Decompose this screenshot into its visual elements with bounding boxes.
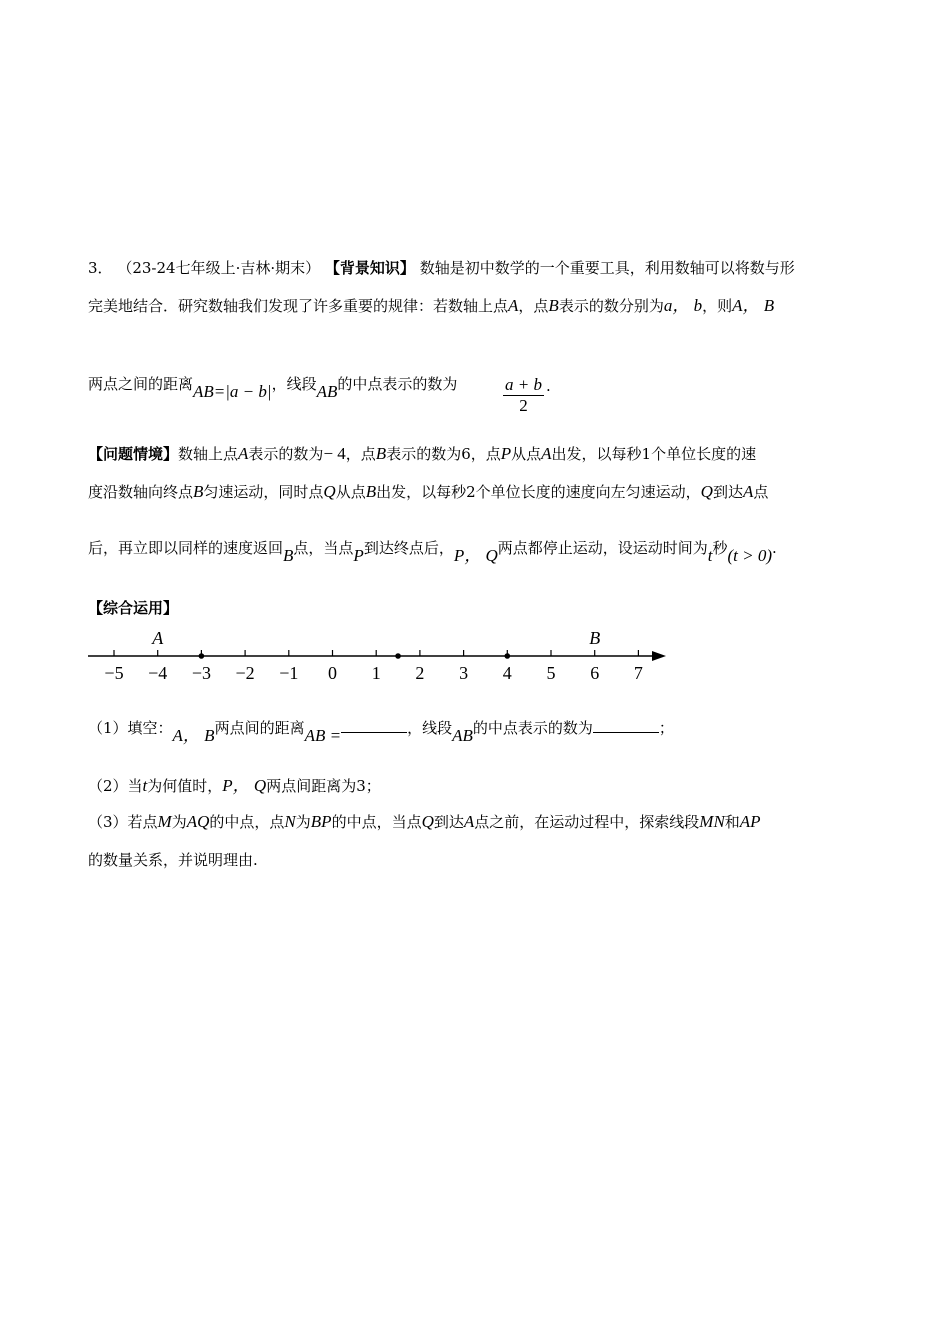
answer-blank-distance[interactable] — [341, 718, 407, 733]
var-A: A — [508, 296, 519, 315]
condition-t-positive: (t > 0) — [727, 546, 773, 565]
question-3-line-2 — [88, 850, 258, 870]
application-title: 【综合运用】 — [88, 599, 179, 617]
text-fragment: 的中点，当点 — [331, 813, 422, 831]
text-fragment: ，则 — [702, 297, 733, 315]
var-A: A — [742, 482, 754, 501]
segment-AQ: AQ — [186, 812, 210, 831]
text-fragment: 数轴上点 — [178, 445, 239, 463]
text-fragment: 到达 — [712, 483, 743, 501]
var-A-B: A， B — [172, 726, 215, 745]
text-fragment: ； — [658, 719, 674, 737]
var-P-Q: P， Q — [453, 546, 498, 565]
tick-label: 3 — [459, 663, 469, 683]
background-title: 【背景知识】 — [324, 259, 415, 277]
text-fragment: 两点都停止运动，设运动时间为 — [497, 539, 708, 557]
text-fragment: 度沿数轴向终点 — [88, 483, 194, 501]
background-line-2 — [88, 296, 774, 316]
var-A: A — [463, 812, 475, 831]
question-1 — [88, 718, 674, 745]
tick-label: −2 — [235, 663, 255, 683]
tick-label: −4 — [148, 663, 168, 683]
text-fragment: 的中点表示的数为 — [337, 375, 458, 393]
segment-MN: MN — [699, 812, 725, 831]
text-fragment: 点之前，在运动过程中，探索线段 — [474, 813, 700, 831]
tick-label: 2 — [415, 663, 425, 683]
question-2 — [88, 776, 381, 796]
var-B: B — [375, 444, 387, 463]
var-B: B — [193, 482, 204, 501]
text-fragment: 出发，以每秒2个单位长度的速度向左匀速运动， — [376, 483, 701, 501]
text-fragment: 的中点表示的数为 — [472, 719, 593, 737]
tick-label: 0 — [328, 663, 337, 683]
background-text: 数轴是初中数学的一个重要工具，利用数轴可以将数与形 — [419, 259, 795, 277]
fraction-denominator: 2 — [519, 396, 528, 415]
var-A: A — [238, 444, 249, 463]
var-B: B — [283, 546, 294, 565]
text-fragment: 点 — [753, 483, 769, 501]
text-fragment: 匀速运动，同时点 — [203, 483, 324, 501]
fraction-numerator: a + b — [505, 375, 542, 394]
text-fragment: 从点 — [511, 445, 542, 463]
text-fragment: 两点间的距离 — [214, 719, 305, 737]
point-B-label: B — [589, 628, 601, 648]
var-B: B — [548, 296, 559, 315]
situation-line-1 — [88, 444, 756, 464]
text-fragment: ，线段 — [271, 375, 317, 393]
tick-label: −1 — [279, 663, 299, 683]
number-line — [80, 622, 680, 692]
var-P: P — [353, 546, 364, 565]
text-fragment: 表示的数为6，点 — [386, 445, 501, 463]
segment-BP: BP — [310, 812, 332, 831]
axis-arrow — [652, 651, 666, 661]
text-fragment: ，点 — [345, 445, 376, 463]
var-t: t — [707, 546, 713, 565]
text-fragment: 两点之间的距离 — [88, 375, 194, 393]
var-Q: Q — [700, 482, 713, 501]
value-A: − 4 — [323, 444, 346, 463]
situation-title: 【问题情境】 — [88, 445, 179, 463]
situation-line-2 — [88, 482, 768, 502]
background-line-3 — [88, 374, 458, 401]
period-mark: . — [772, 539, 777, 557]
text-fragment: 表示的数分别为 — [558, 297, 664, 315]
var-A-B: A， B — [732, 296, 775, 315]
var-a-b: a， b — [663, 296, 703, 315]
question-3 — [88, 812, 761, 832]
text-fragment: 从点 — [335, 483, 366, 501]
application-title-line — [88, 598, 178, 618]
tick-label: 6 — [590, 663, 600, 683]
text-fragment: 的中点，点 — [209, 813, 285, 831]
text-fragment: 为 — [295, 813, 311, 831]
text-fragment: 后，再立即以同样的速度返回 — [88, 539, 284, 557]
tick-label: −5 — [104, 663, 124, 683]
problem-number: 3． — [88, 259, 113, 277]
text-fragment: 完美地结合．研究数轴我们发现了许多重要的规律：若数轴上点 — [88, 297, 509, 315]
point-A-label: A — [152, 628, 164, 648]
text-fragment: 的数量关系，并说明理由. — [88, 851, 258, 869]
point-dot — [505, 653, 511, 659]
distance-formula: AB=|a − b| — [193, 382, 272, 401]
var-N: N — [284, 812, 296, 831]
text-fragment: 到达 — [433, 813, 464, 831]
text-fragment: 为 — [171, 813, 187, 831]
var-M: M — [157, 812, 172, 831]
var-P-Q: P， Q — [222, 776, 267, 795]
var-Q: Q — [323, 482, 336, 501]
distance-label: AB = — [304, 726, 342, 745]
segment-AP: AP — [739, 812, 761, 831]
var-B: B — [365, 482, 377, 501]
problem-header-line — [88, 258, 795, 278]
text-fragment: ，点 — [518, 297, 549, 315]
segment-AB: AB — [452, 726, 473, 745]
tick-label: 4 — [502, 663, 512, 683]
tick-label: 7 — [633, 663, 643, 683]
situation-line-3 — [88, 538, 777, 565]
period-mark: . — [546, 377, 551, 395]
var-P: P — [500, 444, 512, 463]
point-dot — [199, 653, 205, 659]
midpoint-fraction — [503, 375, 544, 416]
var-Q: Q — [421, 812, 434, 831]
text-fragment: 到达终点后， — [363, 539, 454, 557]
text-fragment: 两点间距离为3； — [266, 777, 381, 795]
text-fragment: 秒 — [712, 539, 728, 557]
text-fragment: （3）若点 — [88, 813, 158, 831]
point-dot — [395, 653, 401, 659]
period — [546, 376, 551, 396]
tick-label: 1 — [371, 663, 381, 683]
var-A: A — [541, 444, 552, 463]
answer-blank-midpoint[interactable] — [593, 718, 659, 733]
text-fragment: 为何值时， — [147, 777, 223, 795]
text-fragment: 和 — [724, 813, 740, 831]
text-fragment: 出发，以每秒1个单位长度的速 — [551, 445, 757, 463]
tick-label: 5 — [546, 663, 556, 683]
text-fragment: 表示的数为 — [248, 445, 324, 463]
text-fragment: ，线段 — [407, 719, 453, 737]
text-fragment: （2）当 — [88, 777, 143, 795]
problem-source: （23-24七年级上·吉林·期末） — [117, 259, 321, 277]
segment-AB: AB — [316, 382, 338, 401]
tick-label: −3 — [191, 663, 211, 683]
text-fragment: 点，当点 — [293, 539, 354, 557]
var-t: t — [142, 776, 148, 795]
text-fragment: （1）填空： — [88, 719, 173, 737]
